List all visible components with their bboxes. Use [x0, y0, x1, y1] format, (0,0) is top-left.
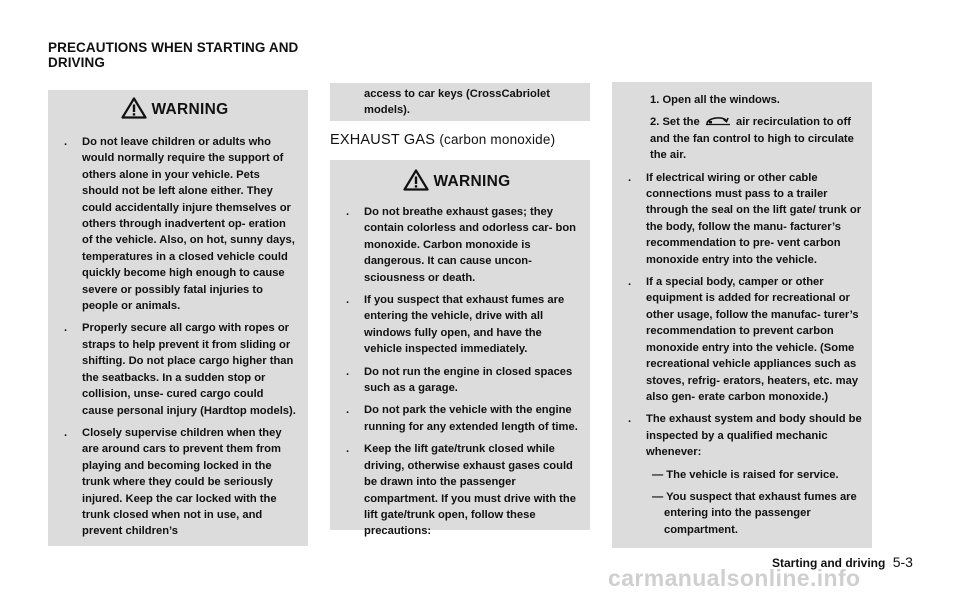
- list-item-text: Do not run the engine in closed spaces such as a garage.: [364, 365, 573, 395]
- list-item-text: If a special body, camper or other equipment is added for recreational or other usage, follow the manufac- turer’s recommendation to prevent carbon monoxide entry into the vehicle. (Some recreational vehicle appliances such as stoves, refrig- erators, heaters, etc. may also gen- erate carbon monoxide.): [646, 276, 859, 403]
- bullet-marker: .: [64, 322, 68, 335]
- section-heading-main: EXHAUST GAS: [330, 132, 436, 148]
- section-heading-sub: (carbon monoxide): [439, 132, 556, 147]
- list-item: [54, 134, 296, 314]
- step-open-windows: [618, 92, 862, 108]
- warning-continuation-panel: [330, 83, 590, 121]
- list-item: [336, 402, 578, 435]
- list-item: [336, 441, 578, 539]
- dash-item-text: — You suspect that exhaust fumes are entering into the passenger compartment.: [652, 490, 857, 536]
- list-item: [618, 411, 862, 460]
- bullet-marker: .: [346, 365, 350, 378]
- list-item: [618, 170, 862, 268]
- continuation-text: access to car keys (CrossCabriolet models).: [364, 88, 550, 117]
- warning-header: [54, 94, 296, 126]
- footer-page-number: 5-3: [892, 554, 913, 570]
- warning-triangle-icon: [121, 97, 147, 119]
- step-text: 1. Open all the windows.: [650, 94, 780, 106]
- bullet-marker: .: [346, 294, 350, 307]
- bullet-marker: .: [346, 206, 350, 218]
- warning-panel-left: [48, 90, 308, 546]
- bullet-marker: .: [628, 413, 632, 426]
- dash-item-text: — The vehicle is raised for service.: [652, 468, 839, 481]
- list-item-text: Do not leave children or adults who would normally require the support of others alone in your vehicle. Pets should not be left alone either. They could accidentally injure themselves or others through inadvertent op- eration of the vehicle. Also, on hot, sunny days, temperatures in a closed vehicle could quickly become high enough to cause severe or possibly fatal injuries to people or animals.: [82, 136, 295, 313]
- section-heading: [330, 132, 555, 148]
- watermark: carmanualsonline.info: [608, 565, 861, 591]
- bullet-marker: .: [346, 404, 350, 417]
- list-item-text: If you suspect that exhaust fumes are entering the vehicle, drive with all windows fully open, and have the vehicle inspected immediately.: [364, 294, 565, 356]
- dash-item: [618, 467, 862, 483]
- list-item-text: Keep the lift gate/trunk closed while driving, otherwise exhaust gases could be drawn into the passenger compartment. If you must drive with the lift gate/trunk open, follow these precautions:: [364, 443, 576, 538]
- bullet-marker: .: [346, 443, 350, 456]
- warning-header: [336, 166, 578, 198]
- warning-list: [618, 170, 862, 461]
- list-item: [336, 292, 578, 358]
- bullet-marker: .: [628, 276, 632, 289]
- step-text-suffix: air recirculation to off and the fan control to high to circulate the air.: [650, 116, 854, 162]
- bullet-marker: .: [64, 136, 68, 148]
- air-recirculation-icon: [704, 115, 732, 126]
- bullet-marker: .: [64, 426, 68, 439]
- step-air-recirculation: [618, 114, 862, 163]
- list-item: [336, 364, 578, 397]
- list-item: [54, 425, 296, 540]
- list-item-text: Do not breathe exhaust gases; they contain colorless and odorless car- bon monoxide. Carbon monoxide is dangerous. It can cause uncon- sciousness or death.: [364, 206, 576, 284]
- step-text-prefix: 2. Set the: [650, 116, 700, 129]
- footer-section: Starting and driving: [772, 556, 886, 570]
- list-item-text: Closely supervise children when they are around cars to prevent them from playing and becoming locked in the trunk where they could be seriously injured. Keep the car locked with the trunk closed when not in use, and prevent children’s: [82, 426, 282, 538]
- warning-panel-middle: [330, 160, 590, 538]
- dash-item: [618, 489, 862, 538]
- list-item: [618, 274, 862, 405]
- list-item: [54, 320, 296, 418]
- warning-list: [336, 204, 578, 540]
- list-item-text: Properly secure all cargo with ropes or straps to help prevent it from sliding or shifting. Do not place cargo higher than the seatbacks. In a sudden stop or collision, unse- cured cargo could cause personal injury (Hardtop models).: [82, 322, 296, 417]
- warning-list: [54, 134, 296, 540]
- list-item-text: Do not park the vehicle with the engine running for any extended length of time.: [364, 404, 578, 433]
- warning-panel-right: [612, 82, 872, 548]
- list-item-text: If electrical wiring or other cable connections must pass to a trailer through the seal on the lift gate/ trunk or the body, follow the manu- facturer’s recommendation to pre- vent carbon monoxide entry into the vehicle.: [646, 171, 862, 266]
- warning-heading: WARNING: [433, 173, 511, 190]
- warning-heading: WARNING: [151, 101, 229, 118]
- page-title: PRECAUTIONS WHEN STARTING AND DRIVING: [48, 40, 299, 70]
- list-item: [336, 204, 578, 286]
- list-item-text: The exhaust system and body should be inspected by a qualified mechanic whenever:: [646, 413, 862, 459]
- bullet-marker: .: [628, 171, 632, 184]
- warning-triangle-icon: [403, 169, 429, 191]
